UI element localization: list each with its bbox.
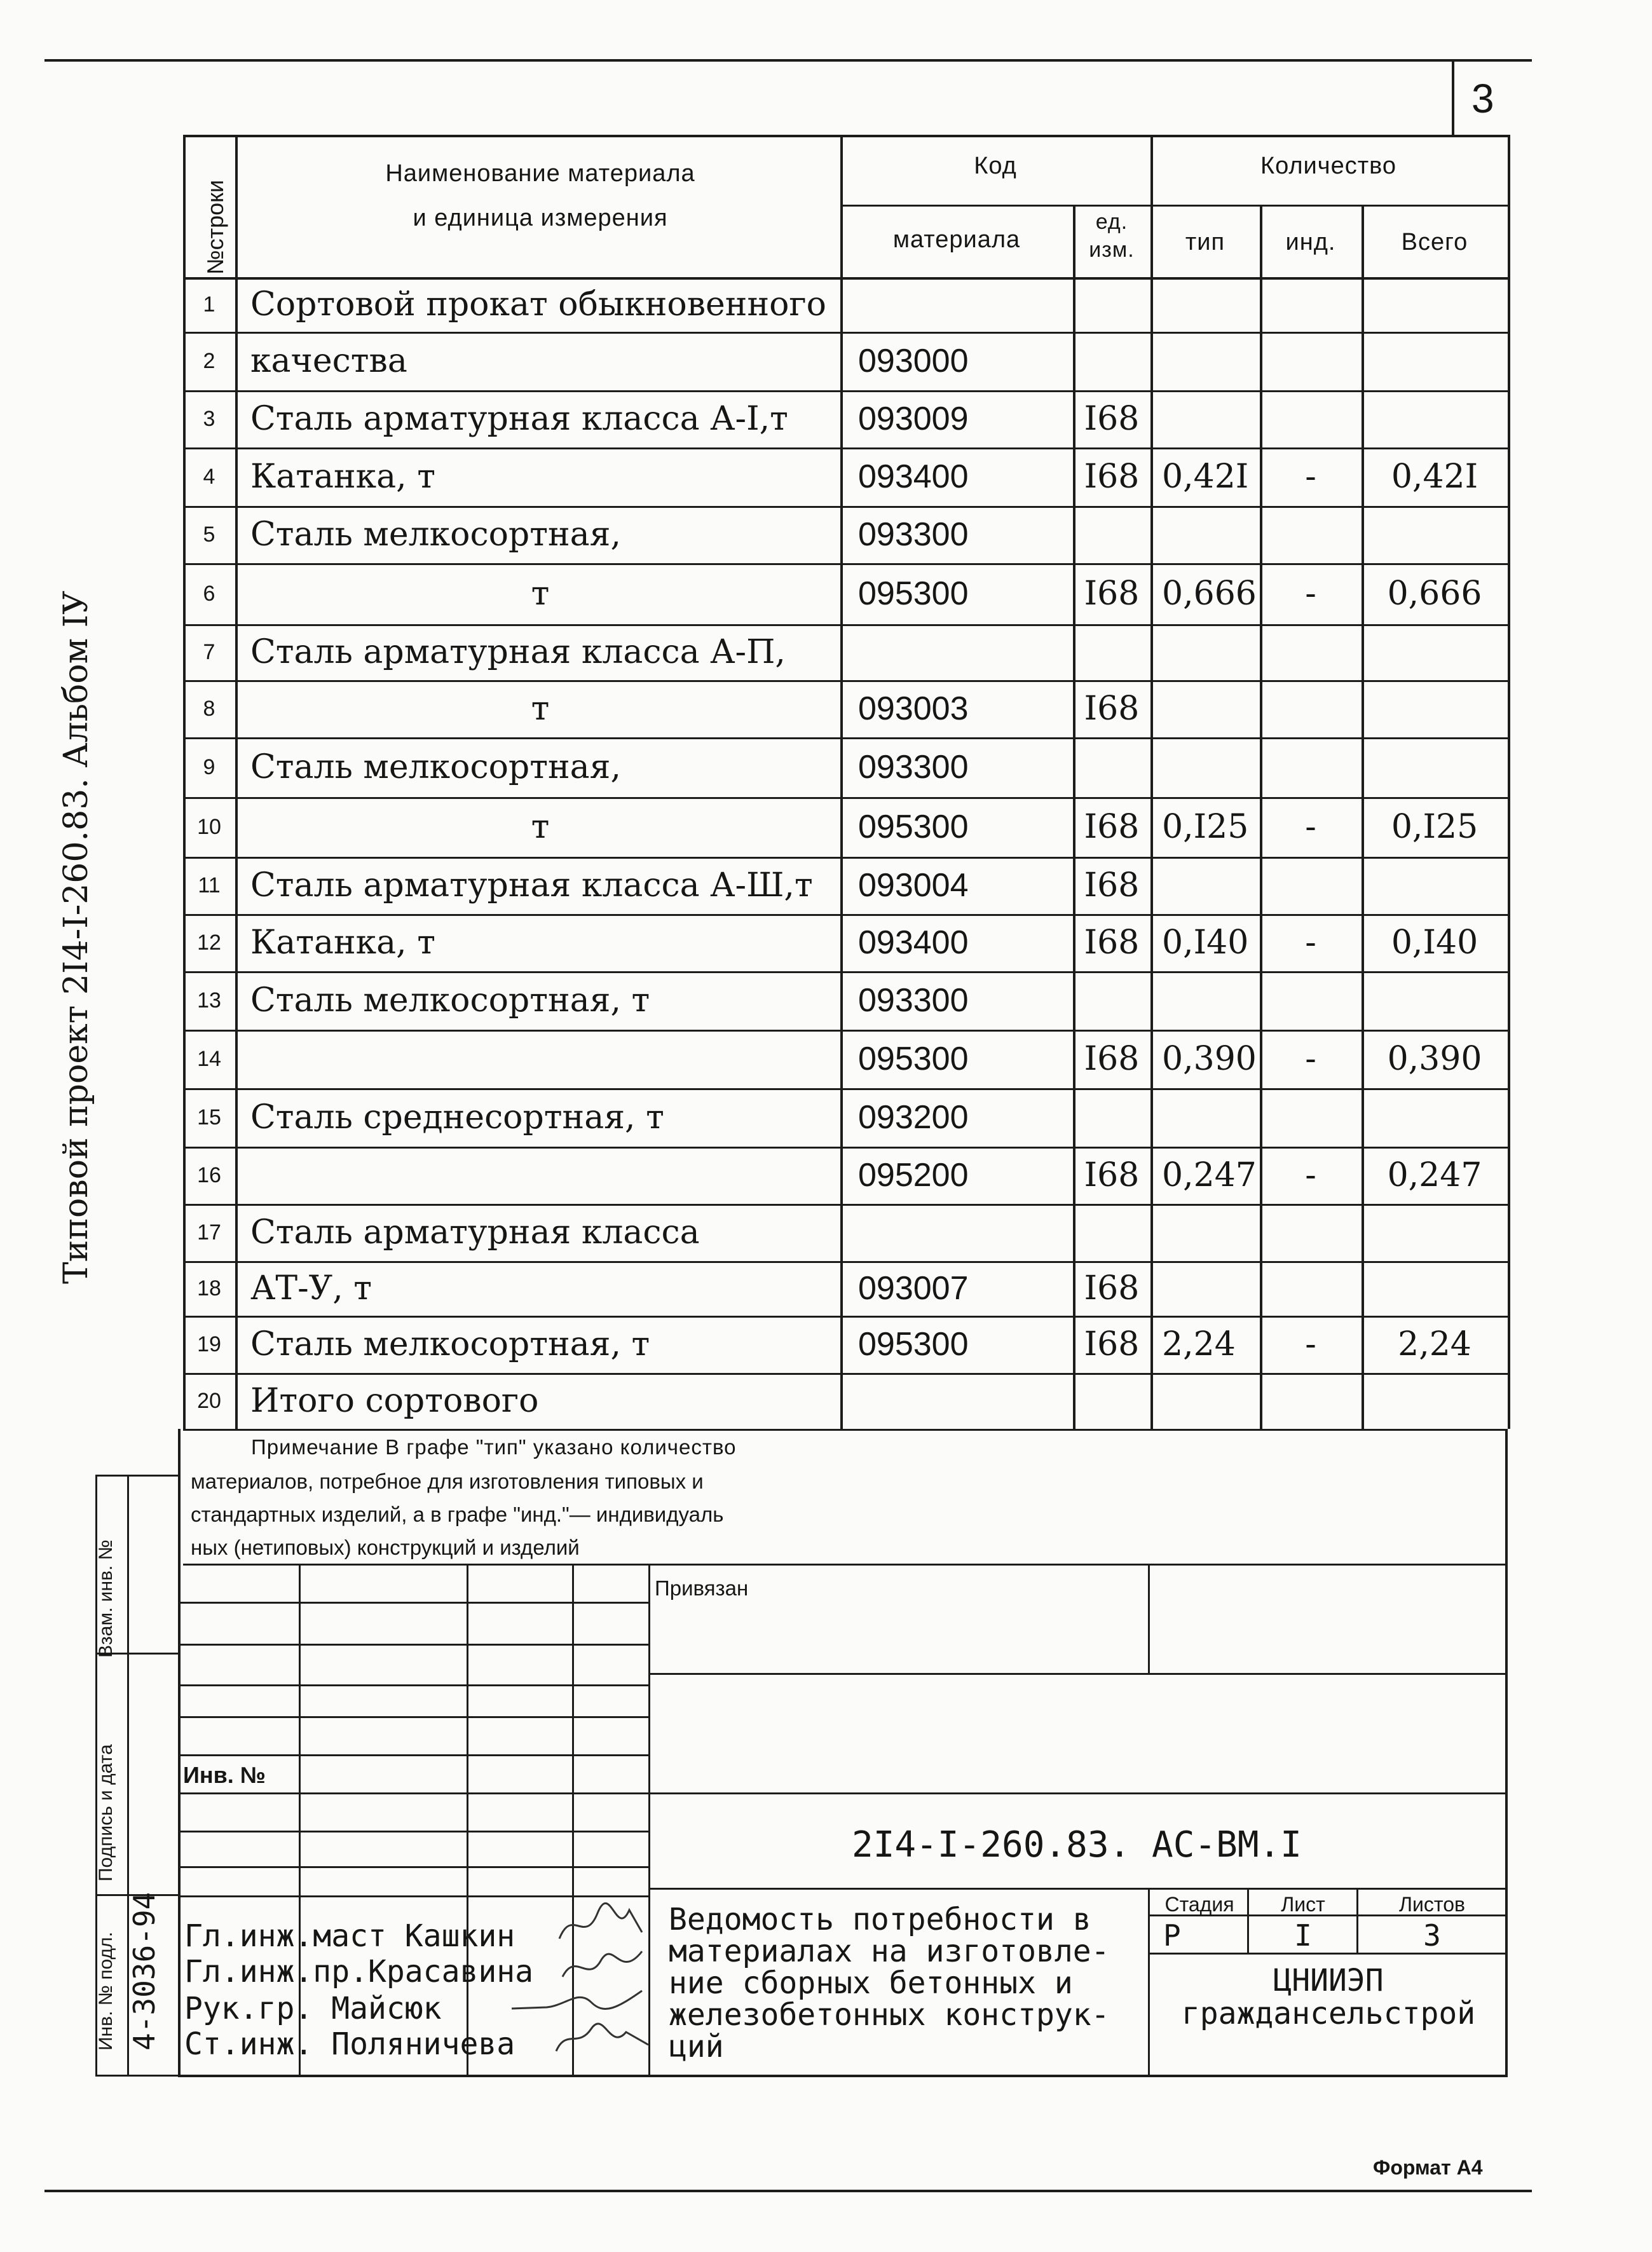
row-qty-total <box>1362 737 1508 797</box>
table-top-border <box>183 135 1508 137</box>
row-unit <box>1073 506 1150 563</box>
row-number: 2 <box>203 349 215 373</box>
row-qty-ind: - <box>1305 1156 1316 1194</box>
row-qty-ind <box>1260 332 1362 390</box>
row-qty-ind <box>1260 277 1362 332</box>
row-qty-total <box>1362 1204 1508 1261</box>
row-qty-type <box>1162 737 1259 797</box>
row-qty-total <box>1362 1088 1508 1147</box>
stamp-stage-col-2 <box>1356 1888 1358 1953</box>
stamp-grid-row <box>178 1895 648 1897</box>
stamp-bound-col <box>1148 1564 1150 1673</box>
row-number: 16 <box>197 1163 221 1187</box>
stamp-grid-row <box>178 1754 648 1756</box>
stamp-bound-row <box>648 1673 1508 1675</box>
row-unit <box>1073 1088 1150 1147</box>
row-code: 093300 <box>858 749 969 786</box>
stamp-grid-row <box>178 1792 648 1794</box>
row-code: 093400 <box>858 458 969 495</box>
row-qty-ind <box>1260 1261 1362 1316</box>
row-number: 18 <box>197 1276 221 1300</box>
row-name: т <box>531 575 550 613</box>
table-col-line <box>1150 135 1153 1429</box>
row-name <box>250 1147 830 1204</box>
row-code: 093200 <box>858 1099 969 1136</box>
row-qty-type <box>1162 680 1259 737</box>
row-name: Сталь мелкосортная, т <box>250 1325 650 1363</box>
sheet-label: Лист <box>1281 1893 1325 1916</box>
header-qty-type: тип <box>1185 229 1225 256</box>
row-qty-ind <box>1260 390 1362 447</box>
row-qty-total: 0,42I <box>1391 458 1478 496</box>
row-unit: I68 <box>1084 1325 1140 1363</box>
label-vzam-inv: Взам. инв. № <box>95 1539 116 1658</box>
row-qty-total <box>1362 332 1508 390</box>
row-qty-total <box>1362 390 1508 447</box>
row-qty-type <box>1162 1261 1259 1316</box>
row-number: 1 <box>203 292 215 317</box>
row-number: 7 <box>203 640 215 664</box>
row-unit <box>1073 277 1150 332</box>
row-code: 095300 <box>858 575 969 612</box>
row-unit: I68 <box>1084 575 1140 613</box>
note-line-3: стандартных изделий, а в графе "инд."— индивидуаль <box>191 1503 724 1526</box>
row-unit: I68 <box>1084 866 1140 904</box>
signature-kashkin <box>553 1901 648 1951</box>
stamp-grid-row <box>178 1866 648 1868</box>
row-code: 093000 <box>858 343 969 379</box>
row-name: Сталь мелкосортная, т <box>250 981 650 1020</box>
row-code <box>858 1204 1072 1261</box>
row-code: 093009 <box>858 400 969 437</box>
row-qty-type <box>1162 1088 1259 1147</box>
stamp-designation-bottom <box>648 1888 1508 1890</box>
stamp-right-border <box>1505 1429 1508 2077</box>
label-podpis-data: Подпись и дата <box>95 1744 116 1881</box>
row-qty-total <box>1362 857 1508 914</box>
row-qty-total: 0,247 <box>1387 1156 1482 1194</box>
row-code <box>858 624 1072 680</box>
left-strip-bottom <box>95 2075 181 2077</box>
row-unit <box>1073 1373 1150 1429</box>
row-unit: I68 <box>1084 400 1140 438</box>
stage-value: Р <box>1163 1918 1181 1953</box>
row-unit: I68 <box>1084 1269 1140 1307</box>
row-number: 15 <box>197 1105 221 1129</box>
row-qty-type: 0,I25 <box>1162 808 1249 846</box>
row-code: 093300 <box>858 516 969 553</box>
row-unit <box>1073 971 1150 1030</box>
row-qty-total <box>1362 971 1508 1030</box>
inv-label: Инв. № <box>183 1762 266 1788</box>
row-qty-total <box>1362 680 1508 737</box>
row-number: 12 <box>197 931 221 955</box>
row-qty-total <box>1362 1261 1508 1316</box>
header-quantity: Количество <box>1260 153 1397 179</box>
stamp-grid-col <box>467 1564 468 2075</box>
row-name: Катанка, т <box>250 924 436 962</box>
row-name: т <box>531 690 550 728</box>
row-qty-type <box>1162 1373 1259 1429</box>
row-code: 093300 <box>858 982 969 1019</box>
row-qty-total <box>1362 1373 1508 1429</box>
row-unit: I68 <box>1084 808 1140 846</box>
row-code: 093007 <box>858 1270 969 1307</box>
row-qty-ind <box>1260 680 1362 737</box>
row-number: 9 <box>203 755 215 779</box>
row-code: 095300 <box>858 1326 969 1363</box>
inv-number: 4-3036-94 <box>127 1892 161 2051</box>
page-number-box-line <box>1452 62 1454 135</box>
org-line-2: граждансельстрой <box>1181 1996 1476 2031</box>
row-qty-ind <box>1260 971 1362 1030</box>
signer-2: Гл.инж.пр.Красавина <box>184 1954 534 1989</box>
doc-title-line-3: ние сборных бетонных и <box>669 1965 1073 2001</box>
row-qty-total <box>1362 624 1508 680</box>
doc-title-line-4: железобетонных конструк- <box>669 1997 1110 2033</box>
row-number: 20 <box>197 1389 221 1413</box>
row-unit <box>1073 1204 1150 1261</box>
row-name: Сталь арматурная класса <box>250 1213 700 1252</box>
row-qty-total <box>1362 277 1508 332</box>
header-sub-divider-code <box>840 205 1508 207</box>
designation: 2I4-I-260.83. АС-ВМ.I <box>851 1824 1302 1866</box>
note-line-1: Примечание В графе "тип" указано количество <box>251 1435 737 1459</box>
row-qty-type: 0,I40 <box>1162 924 1249 962</box>
row-qty-total: 0,390 <box>1387 1040 1482 1078</box>
bottom-rule <box>44 2190 1532 2192</box>
row-qty-type <box>1162 971 1259 1030</box>
format-label: Формат А4 <box>1373 2156 1483 2179</box>
row-qty-type <box>1162 506 1259 563</box>
page-number: 3 <box>1471 76 1494 121</box>
row-code <box>858 277 1072 332</box>
row-code: 095200 <box>858 1157 969 1194</box>
header-name-line2: и единица измерения <box>413 205 668 231</box>
stamp-grid-col <box>648 1564 650 2075</box>
signature-maysyuk <box>509 1983 648 2021</box>
row-name: Сталь мелкосортная, <box>250 515 621 554</box>
row-qty-ind <box>1260 506 1362 563</box>
row-qty-ind <box>1260 857 1362 914</box>
row-name: Итого сортового <box>250 1382 539 1420</box>
side-title: Типовой проект 2I4-I-260.83. Альбом IУ <box>57 590 95 1284</box>
row-code <box>858 1373 1072 1429</box>
row-qty-ind: - <box>1305 808 1316 846</box>
row-unit <box>1073 332 1150 390</box>
row-qty-type: 2,24 <box>1162 1325 1236 1363</box>
row-qty-ind: - <box>1305 575 1316 613</box>
row-name: Сортовой прокат обыкновенного <box>250 285 826 324</box>
doc-title-line-5: ций <box>669 2029 724 2064</box>
row-name: Сталь мелкосортная, <box>250 748 621 786</box>
stage-label: Стадия <box>1164 1893 1234 1916</box>
sheet-value: I <box>1294 1918 1312 1953</box>
row-name: Сталь арматурная класса А-I,т <box>250 400 788 438</box>
note-line-2: материалов, потребное для изготовления типовых и <box>191 1470 704 1493</box>
row-qty-type <box>1162 857 1259 914</box>
row-number: 17 <box>197 1220 221 1245</box>
table-col-line <box>235 135 238 1429</box>
row-qty-type <box>1162 277 1259 332</box>
row-qty-total: 0,666 <box>1387 575 1482 613</box>
row-qty-type: 0,247 <box>1162 1156 1257 1194</box>
row-qty-total <box>1362 506 1508 563</box>
row-qty-ind <box>1260 1373 1362 1429</box>
row-qty-type <box>1162 1204 1259 1261</box>
row-qty-type <box>1162 332 1259 390</box>
row-unit <box>1073 624 1150 680</box>
top-rule <box>44 59 1532 62</box>
row-name: т <box>531 808 550 846</box>
row-code: 095300 <box>858 809 969 845</box>
header-name-line1: Наименование материала <box>385 160 695 187</box>
header-qty-ind: инд. <box>1285 229 1336 256</box>
stamp-grid-row <box>178 1831 648 1832</box>
row-qty-type <box>1162 390 1259 447</box>
row-name: Сталь арматурная класса А-П, <box>250 633 786 671</box>
doc-title-line-1: Ведомость потребности в <box>669 1902 1091 1937</box>
bound-label: Привязан <box>655 1576 749 1600</box>
row-number: 4 <box>203 465 215 489</box>
header-unit-line1: ед. <box>1095 210 1128 234</box>
row-name: Катанка, т <box>250 458 436 496</box>
stamp-grid-row <box>178 1602 648 1604</box>
row-name: Сталь арматурная класса А-Ш,т <box>250 866 813 904</box>
row-number: 13 <box>197 988 221 1013</box>
row-qty-ind: - <box>1305 924 1316 962</box>
signature-polyanicheva <box>553 2016 655 2061</box>
header-unit-line2: изм. <box>1089 238 1135 262</box>
row-name: АТ-У, т <box>250 1269 372 1307</box>
header-code-material: материала <box>892 226 1021 253</box>
row-name: качества <box>250 342 407 380</box>
row-unit: I68 <box>1084 458 1140 496</box>
row-number: 19 <box>197 1332 221 1356</box>
row-number: 8 <box>203 697 215 721</box>
row-qty-ind <box>1260 1204 1362 1261</box>
row-qty-total: 2,24 <box>1398 1325 1471 1363</box>
org-line-1: ЦНИИЭП <box>1273 1963 1384 1998</box>
row-number: 11 <box>198 873 221 897</box>
row-number: 14 <box>197 1047 221 1071</box>
row-unit <box>1073 737 1150 797</box>
header-code: Код <box>974 153 1017 179</box>
sheets-value: 3 <box>1423 1918 1441 1953</box>
row-qty-type <box>1162 624 1259 680</box>
stamp-designation-top <box>648 1792 1508 1794</box>
signer-4: Ст.инж. Поляничева <box>184 2026 515 2062</box>
stamp-bottom-border <box>178 2075 1508 2077</box>
row-qty-total: 0,I40 <box>1391 924 1478 962</box>
stamp-stage-col-1 <box>1247 1888 1249 1953</box>
row-code: 095300 <box>858 1041 969 1077</box>
row-code: 093004 <box>858 867 969 904</box>
stamp-grid-row <box>178 1716 648 1718</box>
note-box-bottom <box>183 1564 1508 1566</box>
note-line-4: ных (нетиповых) конструкций и изделий <box>191 1536 580 1559</box>
row-qty-type: 0,666 <box>1162 575 1257 613</box>
row-qty-total: 0,I25 <box>1391 808 1478 846</box>
row-unit: I68 <box>1084 690 1140 728</box>
row-code: 093400 <box>858 924 969 961</box>
row-unit: I68 <box>1084 1040 1140 1078</box>
row-qty-ind <box>1260 737 1362 797</box>
left-strip-top <box>95 1475 181 1477</box>
stamp-stage-bottom <box>1148 1953 1508 1955</box>
row-code: 093003 <box>858 690 969 727</box>
row-qty-type: 0,42I <box>1162 458 1249 496</box>
header-row-number: №строки <box>202 179 228 275</box>
row-number: 10 <box>197 815 221 839</box>
signer-3: Рук.гр. Майсюк <box>184 1991 442 2026</box>
label-inv-podl: Инв. № подл. <box>95 1932 116 2051</box>
header-qty-total: Всего <box>1401 229 1468 256</box>
row-unit: I68 <box>1084 1156 1140 1194</box>
row-qty-ind <box>1260 624 1362 680</box>
doc-title-line-2: материалах на изготовле- <box>669 1934 1110 1969</box>
signer-1: Гл.инж.маст Кашкин <box>184 1918 515 1954</box>
row-name: Сталь среднесортная, т <box>250 1098 664 1136</box>
table-row-line <box>183 1429 1508 1431</box>
row-name <box>250 1030 830 1088</box>
row-qty-type: 0,390 <box>1162 1040 1257 1078</box>
stamp-grid-row <box>178 1644 648 1646</box>
sheets-label: Листов <box>1399 1893 1465 1916</box>
row-number: 5 <box>203 522 215 547</box>
row-qty-ind <box>1260 1088 1362 1147</box>
row-qty-ind: - <box>1305 1325 1316 1363</box>
table-col-line <box>1508 135 1510 1429</box>
stamp-left-border <box>178 1429 181 2077</box>
row-unit: I68 <box>1084 924 1140 962</box>
row-number: 6 <box>203 582 215 606</box>
table-col-line <box>840 135 843 1429</box>
row-qty-ind: - <box>1305 458 1316 496</box>
row-qty-ind: - <box>1305 1040 1316 1078</box>
row-number: 3 <box>203 407 215 431</box>
stamp-grid-row <box>178 1684 648 1686</box>
